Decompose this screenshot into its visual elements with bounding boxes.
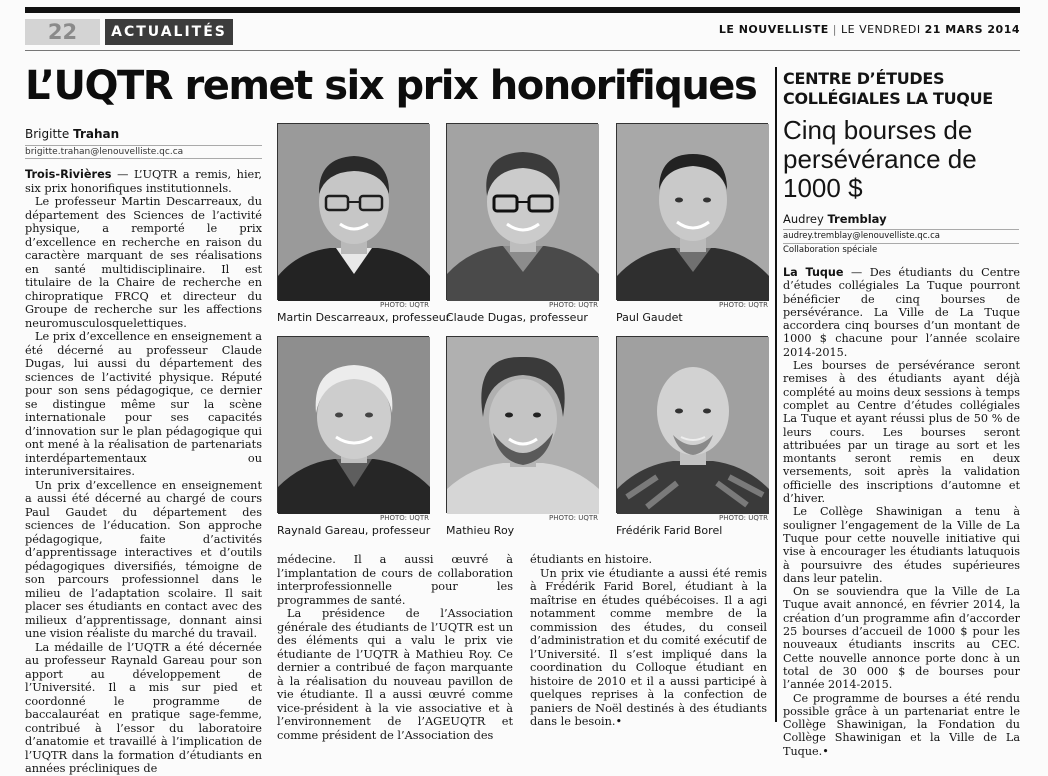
main-column-1 xyxy=(25,168,263,775)
top-rule xyxy=(25,7,1020,13)
paragraph: Le Collège Shawinigan a tenu à souligner l’engagement de la Ville de La Tuque pour cette nouvelle initiative qui vise à encourager les étudiants latuquois à poursuivre des études supérieures dans leur patelin. xyxy=(783,505,1020,585)
paragraph: La présidence de l’Association générale des étudiants de l’UQTR est un des éléments qui a valu le prix vie étudiante de l’UQTR à Mathieu Roy. Ce dernier a contribué de façon marquante à la réalisation du nouveau pavillon de vie étudiante. Il a aussi œuvré comme vice-président à la vie associative et à l’environnement de l’AGEUQTR et comme président de l’Association des xyxy=(277,607,513,742)
photo-caption: Paul Gaudet xyxy=(616,311,683,324)
photo-credit: PHOTO: UQTR xyxy=(548,514,598,522)
portrait-image xyxy=(278,124,430,301)
author-last-name: Tremblay xyxy=(827,212,887,226)
paragraph: On se souviendra que la Ville de La Tuque avait annoncé, en février 2014, la création d’un programme afin d’accorder 25 bourses d’accueil de 1000 $ pour les nouveaux étudiants inscrits au CEC. Cette nouvelle annonce porte donc à un total de 30 000 $ de bourses pour l’année 2014-2015. xyxy=(783,585,1020,692)
paragraph: Le prix d’excellence en enseignement a été décerné au professeur Claude Dugas, lui aussi du département des sciences de l’activité physique. Réputé pour son sens pédagogique, ce dernier se distingue même sur la scène internationale pour ses capacités d’innovation sur le plan pédagogique qui ont mené à la réalisation de partenariats interdépartementaux ou interuniversitaires. xyxy=(25,330,263,478)
main-column-3 xyxy=(530,553,767,728)
side-author-email[interactable]: audrey.tremblay@lenouvelliste.qc.ca xyxy=(783,229,1019,241)
masthead-rule xyxy=(25,50,1020,51)
photo-caption: Martin Descarreaux, professeur xyxy=(277,311,451,324)
portrait-image xyxy=(447,124,599,301)
paragraph: Le professeur Martin Descarreaux, du département des Sciences de l’activité physique, a remporté le prix d’excellence en recherche en raison du caractère marquant de ses réalisations en santé multidisciplinaire. Il est titulaire de la Chaire de recherche en chiropratique FRCQ et directeur du Groupe de recherche sur les affections neuromusculosquelettiques. xyxy=(25,195,262,330)
photo-credit: PHOTO: UQTR xyxy=(718,301,768,309)
photo-raynald-gareau xyxy=(277,336,429,513)
author-email[interactable]: brigitte.trahan@lenouvelliste.qc.ca xyxy=(25,145,262,159)
portrait-image xyxy=(278,337,430,514)
lead-text: — Des étudiants du Centre d’études collégiales La Tuque pourront bénéficier de cinq bourses de persévérance. La Ville de La Tuque accordera cinq bourses d’un montant de 1000 $ chacune pour l’année scolaire 2014-2015. xyxy=(783,266,1020,359)
photo-frederik-farid-borel xyxy=(616,336,768,513)
collaboration-label: Collaboration spéciale xyxy=(783,243,1019,255)
lead-paragraph xyxy=(25,168,262,195)
photo-caption: Claude Dugas, professeur xyxy=(446,311,588,324)
lead-paragraph xyxy=(783,266,1020,359)
main-headline: L’UQTR remet six prix honorifiques xyxy=(25,63,757,109)
section-label: ACTUALITÉS xyxy=(105,19,233,45)
photo-credit: PHOTO: UQTR xyxy=(379,514,429,522)
photo-mathieu-roy xyxy=(446,336,598,513)
main-byline xyxy=(25,127,119,141)
dateline: Trois-Rivières xyxy=(25,168,112,181)
photo-credit: PHOTO: UQTR xyxy=(548,301,598,309)
lead-text: — L’UQTR a remis, hier, six prix honorifiques institutionnels. xyxy=(25,168,262,195)
date: 21 MARS 2014 xyxy=(924,23,1020,36)
paragraph: La médaille de l’UQTR a été décernée au professeur Raynald Gareau pour son apport au développement de l’Université. Il a mis sur pied et coordonné le programme de baccalauréat en pratique sage-femme, contribué à l’essor du laboratoire d’anatomie et travaillé à l’implication de l’UQTR dans la formation d’étudiants en années précliniques de xyxy=(25,640,262,775)
paper-info xyxy=(719,23,1020,36)
paragraph: Ce programme de bourses a été rendu possible grâce à un partenariat entre le Collège Shawinigan, la Fondation du Collège Shawinigan et la Ville de La Tuque.• xyxy=(783,691,1020,758)
portrait-image xyxy=(447,337,599,514)
side-byline xyxy=(783,212,887,226)
date-prefix: LE VENDREDI xyxy=(841,23,921,36)
photo-credit: PHOTO: UQTR xyxy=(718,514,768,522)
paragraph: Un prix d’excellence en enseignement a aussi été décerné au chargé de cours Paul Gaudet du département des sciences de l’éducation. Son approche pédagogique, faite d’activités d’apprentissage interactives et d’outils pédagogiques diversifiés, témoigne de son parcours professionnel dans le milieu de l’adaptation scolaire. Il sait placer ses étudiants en contact avec des milieux d’apprentissage, donnant ainsi une vision réaliste du marché du travail. xyxy=(25,478,262,640)
side-headline: Cinq bourses de persévérance de 1000 $ xyxy=(783,115,977,203)
photo-caption: Frédérik Farid Borel xyxy=(616,524,723,537)
main-column-2 xyxy=(277,553,513,742)
photo-credit: PHOTO: UQTR xyxy=(379,301,429,309)
photo-caption: Raynald Gareau, professeur xyxy=(277,524,431,537)
paragraph: étudiants en histoire. xyxy=(530,553,653,566)
author-last-name: Trahan xyxy=(73,127,120,141)
side-kicker: CENTRE D’ÉTUDES COLLÉGIALES LA TUQUE xyxy=(783,69,993,108)
separator: | xyxy=(832,23,837,36)
photo-paul-gaudet xyxy=(616,123,768,300)
portrait-image xyxy=(617,337,769,514)
author-first-name: Brigitte xyxy=(25,127,70,141)
paragraph: Un prix vie étudiante a aussi été remis à Frédérik Farid Borel, étudiant à la maîtrise en études québécoises. Il a agi notamment comme membre de la commission des études, du conseil d’administration et du comité exécutif de l’Université. Il s’est impliqué dans la coordination du Colloque étudiant en histoire de 2010 et il a aussi participé à quelques reprises à la confection de paniers de Noël destinés à des étudiants dans le besoin.• xyxy=(530,566,767,728)
portrait-image xyxy=(617,124,769,301)
column-divider xyxy=(775,67,777,722)
paragraph: médecine. Il a aussi œuvré à l’implantation de cours de collaboration interprofessionnelle pour les programmes de santé. xyxy=(277,553,513,607)
paper-name: LE NOUVELLISTE xyxy=(718,23,829,36)
paragraph: Les bourses de persévérance seront remises à des étudiants ayant déjà complété au moins deux sessions à temps complet au Centre d’études collégiales La Tuque et ayant réussi plus de 50 % de leurs cours. Les bourses seront attribuées par un tirage au sort et les montants seront remis en deux versements, soit après la validation officielle des inscriptions d’automne et d’hiver. xyxy=(783,359,1020,506)
photo-martin-descarreaux xyxy=(277,123,429,300)
author-first-name: Audrey xyxy=(783,212,824,226)
photo-caption: Mathieu Roy xyxy=(446,524,515,537)
photo-claude-dugas xyxy=(446,123,598,300)
page-number: 22 xyxy=(25,19,100,45)
dateline: La Tuque xyxy=(783,266,844,279)
side-column xyxy=(783,266,1020,758)
